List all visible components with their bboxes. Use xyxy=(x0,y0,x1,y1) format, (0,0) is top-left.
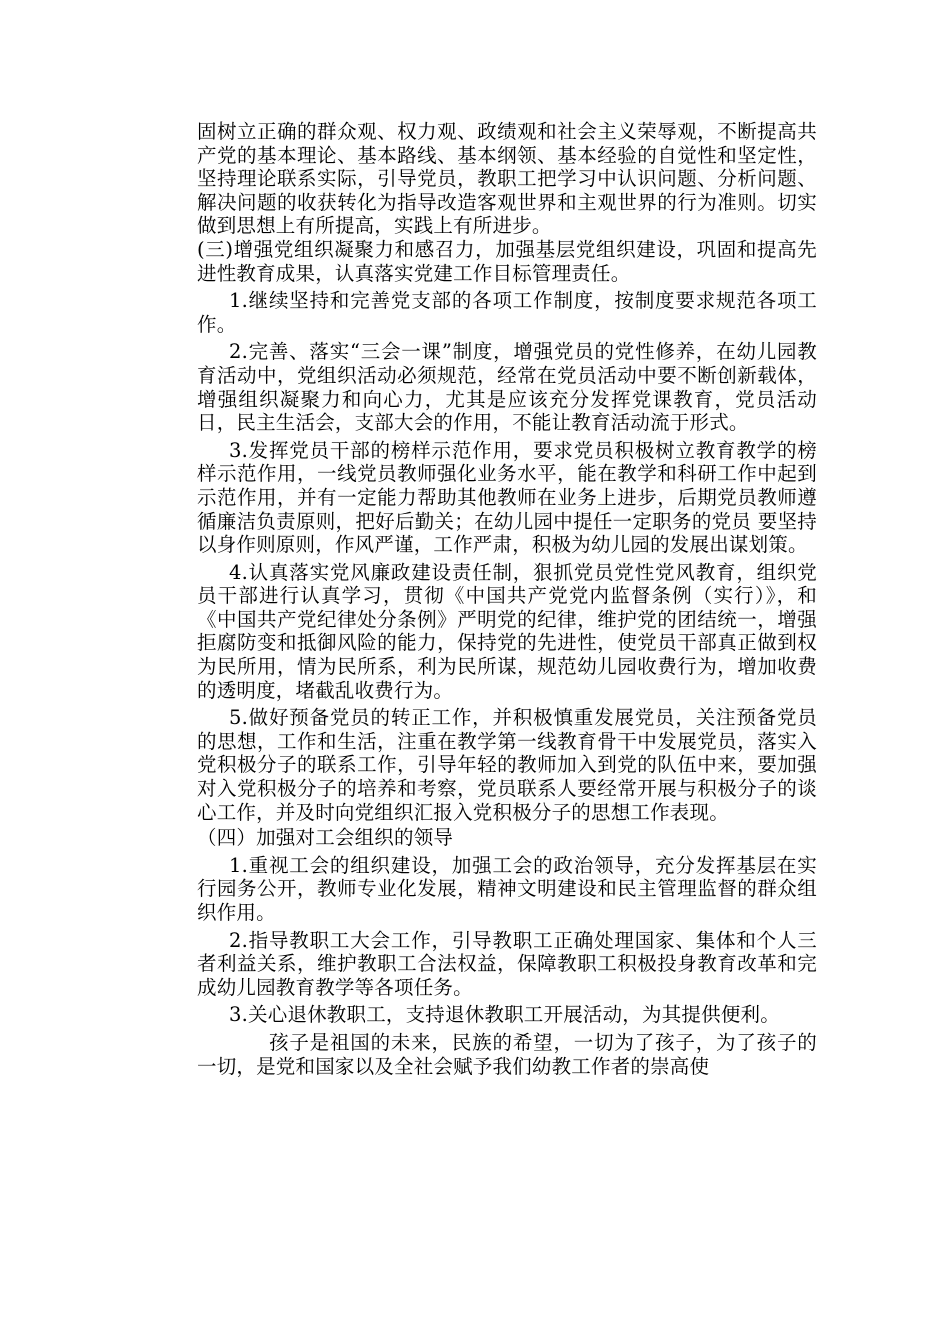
document-body xyxy=(197,120,817,1078)
list-item-3-4: 4.认真落实党风廉政建设责任制，狠抓党员党性党风教育，组织党员干部进行认真学习，贯彻《中国共产党党内监督条例（实行）》，和《中国共产党纪律处分条例》严明党的纪律，维护党的团结统一，增强拒腐防变和抵御风险的能力，保持党的先进性，使党员干部真正做到权为民所用，情为民所系，利为民所谋，规范幼儿园收费行为，增加收费的透明度，堵截乱收费行为。 xyxy=(197,560,817,702)
paragraph-continuation: 固树立正确的群众观、权力观、政绩观和社会主义荣辱观，不断提高共产党的基本理论、基本路线、基本纲领、基本经验的自觉性和坚定性，坚持理论联系实际，引导党员，教职工把学习中认识问题、分析问题、解决问题的收获转化为指导改造客观世界和主观世界的行为准则。切实做到思想上有所提高，实践上有所进步。 xyxy=(197,120,817,238)
list-item-3-3: 3.发挥党员干部的榜样示范作用，要求党员积极树立教育教学的榜样示范作用，一线党员教师强化业务水平，能在教学和科研工作中起到示范作用，并有一定能力帮助其他教师在业务上进步，后期党员教师遵循廉洁负责原则，把好后勤关；在幼儿园中提任一定职务的党员 要坚持以身作则原则，作风严谨，工作严肃，积极为幼儿园的发展出谋划策。 xyxy=(197,438,817,557)
section-heading-4: （四）加强对工会组织的领导 xyxy=(197,826,454,850)
list-item-3-5: 5.做好预备党员的转正工作，并积极慎重发展党员，关注预备党员的思想，工作和生活，注重在教学第一线教育骨干中发展党员，落实入党积极分子的联系工作，引导年轻的教师加入到党的队伍中来，要加强对入党积极分子的培养和考察，党员联系人要经常开展与积极分子的谈心工作，并及时向党组织汇报入党积极分子的思想工作表现。 xyxy=(197,706,817,824)
closing-paragraph: 孩子是祖国的未来，民族的希望，一切为了孩子，为了孩子的一切，是党和国家以及全社会赋予我们幼教工作者的崇高使 xyxy=(197,1030,817,1078)
section-heading-3: (三)增强党组织凝聚力和感召力，加强基层党组织建设，巩固和提高先进性教育成果，认真落实党建工作目标管理责任。 xyxy=(197,237,817,285)
list-item-4-3: 3.关心退休教职工，支持退休教职工开展活动，为其提供便利。 xyxy=(229,1003,780,1027)
list-item-3-1: 1.继续坚持和完善党支部的各项工作制度，按制度要求规范各项工作。 xyxy=(197,289,817,336)
list-item-3-2: 2.完善、落实“三会一课”制度，增强党员的党性修养，在幼儿园教育活动中，党组织活动必须规范，经常在党员活动中要不断创新载体，增强组织凝聚力和向心力，尤其是应该充分发挥党课教育，党员活动日，民主生活会，支部大会的作用，不能让教育活动流于形式。 xyxy=(197,340,817,435)
list-item-4-2: 2.指导教职工大会工作，引导教职工正确处理国家、集体和个人三者利益关系，维护教职工合法权益，保障教职工积极投身教育改革和完成幼儿园教育教学等各项任务。 xyxy=(197,928,817,999)
list-item-4-1: 1.重视工会的组织建设，加强工会的政治领导，充分发挥基层在实行园务公开，教师专业化发展，精神文明建设和民主管理监督的群众组织作用。 xyxy=(197,853,817,924)
